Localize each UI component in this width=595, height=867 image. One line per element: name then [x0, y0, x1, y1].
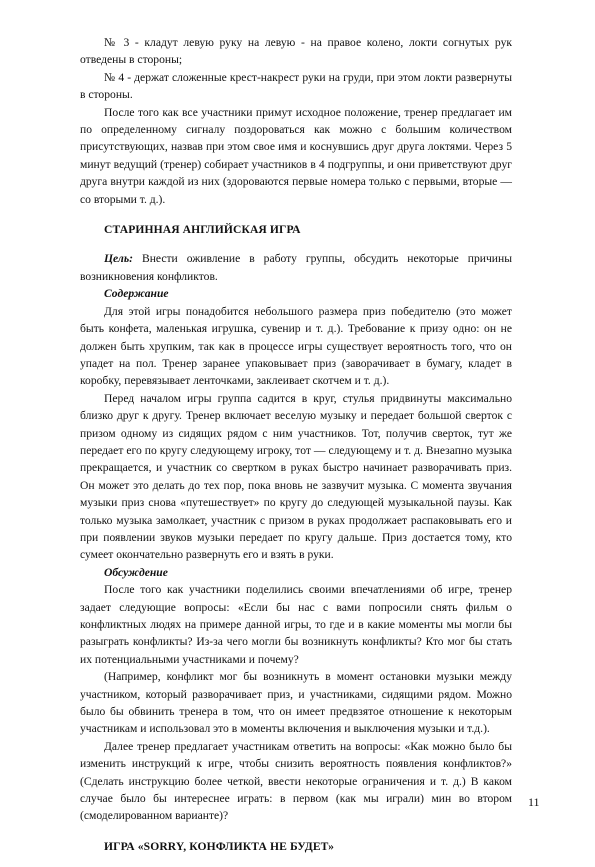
goal-label: Цель:	[104, 252, 133, 266]
section-heading-sorry-game: ИГРА «SORRY, КОНФЛИКТА НЕ БУДЕТ»	[104, 839, 335, 853]
subheading-content: Содержание	[104, 287, 169, 301]
goal-text: Внести оживление в работу группы, обсудить некоторые причины возникновения конфликтов.	[80, 252, 512, 283]
paragraph-game-rules: Перед началом игры группа садится в круг, стулья придвинуты максимально близко друг к другу. Тренер включает веселую музыку и передает большой сверток с призом одному из сидящих рядом с ним участников. Тот, получив сверток, тут же передает его по кругу следующему игроку, тот — следующему и т. д. Внезапно музыка прекращается, и участник со свертком в руках быстро начинает разворачивать приз. Он может это делать до тех пор, пока вновь не зазвучит музыка. С момента звучания музыки приз снова «путешествует» по кругу до следующей музыкальной паузы. Как только музыка замолкает, участник с призом в руках продолжает распаковывать его и при появлении звуков музыки передает по кругу дальше. Приз достается тому, кто сумеет окончательно развернуть его и взять в руки.	[80, 391, 512, 562]
page-content	[80, 34, 512, 867]
page-number: 11	[528, 795, 540, 809]
paragraph-further-questions: Далее тренер предлагает участникам ответить на вопросы: «Как можно было бы изменить инструкций к игре, чтобы снизить вероятность появления конфликтов?» (Сделать инструкцию более четкой, ввести некоторые ограничения и т. д.) В каком случае было бы интереснее играть: в первом (как мы играли) мин во втором (смоделированном варианте)?	[80, 739, 512, 823]
subheading-discussion: Обсуждение	[104, 565, 168, 579]
section-heading-old-english-game: СТАРИННАЯ АНГЛИЙСКАЯ ИГРА	[104, 223, 301, 237]
paragraph-position-3: № 3 - кладут левую руку на левую - на правое колено, локти согнутых рук отведены в стороны;	[80, 36, 512, 67]
goal-paragraph	[80, 250, 512, 285]
paragraph-conflict-example: (Например, конфликт мог бы возникнуть в момент остановки музыки между участником, который разворачивает приз, и участниками, сидящими рядом. Можно было бы обвинить тренера в том, что он имеет предвзятое отношение к некоторым участникам и использовал это в моменты включения и выключения музыки и т.д.).	[80, 670, 512, 736]
paragraph-discussion-questions: После того как участники поделились своими впечатлениями об игре, тренер задает следующие вопросы: «Если бы нас с вами попросили снять фильм о конфликтных людях на примере данной игры, то где и в какие моменты мы могли бы разыграть конфликты? Из-за чего могли бы возникнуть конфликты? Кто мог бы стать их потенциальными участниками и почему?	[80, 583, 512, 666]
paragraph-greeting-instructions: После того как все участники примут исходное положение, тренер предлагает им по определенному сигналу поздороваться как можно с большим количеством присутствующих, назвав при этом свое имя и коснувшись друг друга локтями. Через 5 минут ведущий (тренер) собирает участников в 4 подгруппы, и они приветствуют друг друга внутри каждой из них (здороваются первые номера только с первыми, вторые — со вторыми т. д.).	[80, 105, 512, 206]
paragraph-position-4: № 4 - держат сложенные крест-накрест руки на груди, при этом локти развернуты в стороны.	[80, 70, 512, 102]
paragraph-prize-description: Для этой игры понадобится небольшого размера приз победителю (это может быть конфета, маленькая игрушка, сувенир и т. д.). Требование к призу одно: он не должен быть хрупким, так как в процессе игры существует вероятность того, что он упадет на пол. Тренер заранее упаковывает приз (заворачивает в бумагу, кладет в коробку, перевязывает ленточками, заклеивает скотчем и т. д.).	[80, 304, 512, 388]
